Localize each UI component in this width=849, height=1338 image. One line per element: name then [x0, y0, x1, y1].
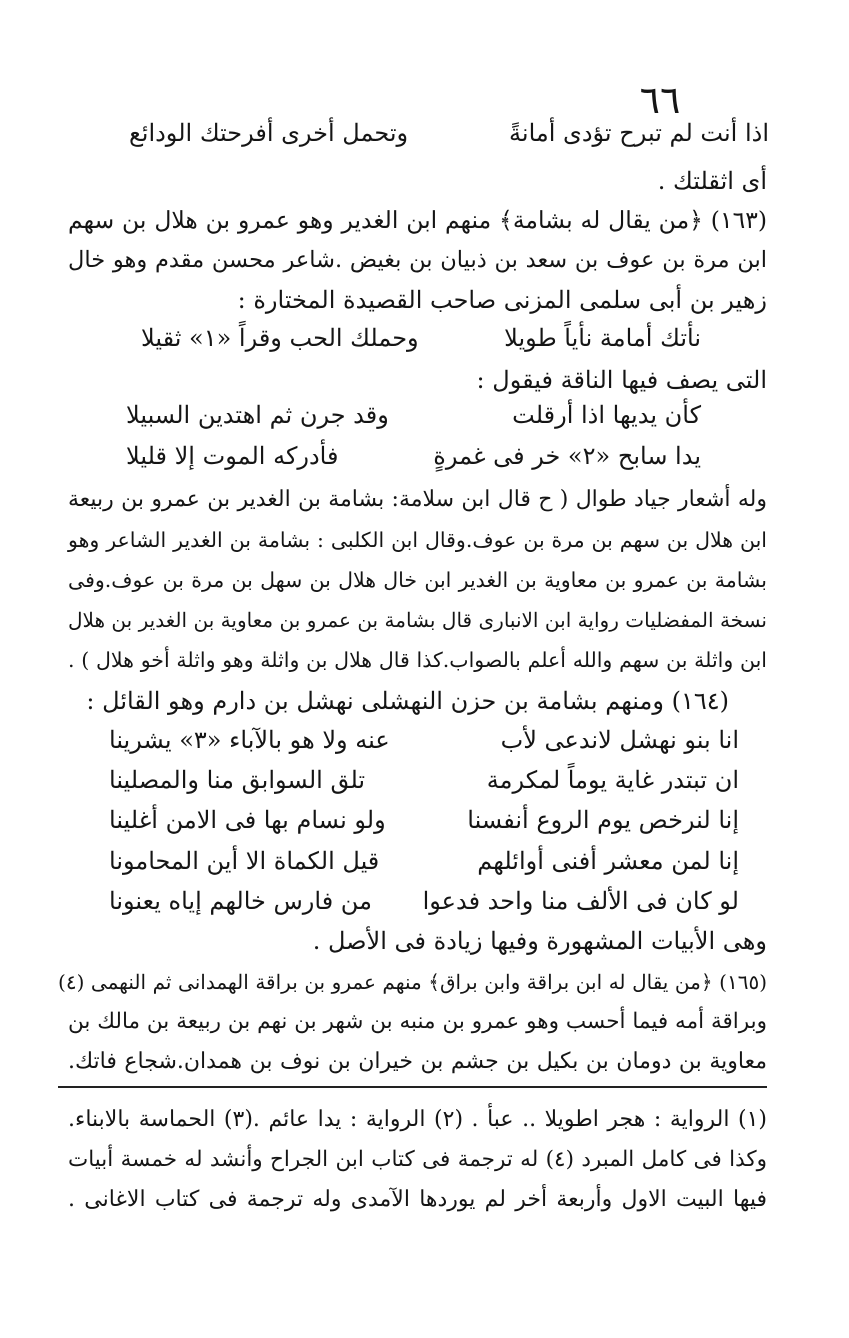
verse-hemistich-second: وتحمل أخرى أفرحتك الودائع [129, 119, 409, 147]
verse-hemistich-first: اذا أنت لم تبرح تؤدى أمانةً [509, 119, 769, 147]
text-line: ابن واثلة بن سهم والله أعلم بالصواب.كذا قال هلال بن واثلة وهو واثلة أخو هلال ) . [68, 648, 767, 672]
text-line: ابن هلال بن سهم بن مرة بن عوف.وقال ابن الكلبى : بشامة بن الغدير الشاعر وهو [68, 528, 767, 552]
footnote-line: وكذا فى كامل المبرد (٤) له ترجمة فى كتاب ابن الجراح وأنشد له خمسة أبيات [68, 1147, 768, 1172]
verse-hemistich-second: فأدركه الموت إلا قليلا [126, 442, 339, 470]
entry-heading-163: (١٦٣) ﴿من يقال له بشامة﴾ منهم ابن الغدير وهو عمرو بن هلال بن سهم [68, 206, 767, 234]
verse-hemistich-first: انا بنو نهشل لاندعى لأب [500, 726, 739, 754]
footnote-line: (١) الرواية : هجر اطويلا .. عبأ . (٢) الرواية : يدا عائم .(٣) الحماسة بالابناء. [68, 1107, 767, 1132]
verse-hemistich-first: كأن يديها اذا أرقلت [512, 401, 701, 429]
verse-hemistich-first: إنا لنرخص يوم الروع أنفسنا [467, 806, 739, 834]
verse-line [109, 881, 739, 921]
text-line: زهير بن أبى سلمى المزنى صاحب القصيدة المختارة : [237, 286, 767, 314]
entry-heading-165: (١٦٥) ﴿من يقال له ابن براقة وابن براق﴾ منهم عمرو بن براقة الهمدانى ثم النهمى (٤) [58, 970, 767, 994]
verse-hemistich-second: وقد جرن ثم اهتدين السبيلا [126, 401, 389, 429]
verse-line [126, 395, 701, 435]
text-line: نسخة المفضليات رواية ابن الانبارى قال بشامة بن عمرو بن معاوية بن الغدير بن هلال [68, 608, 767, 632]
verse-hemistich-first: نأتك أمامة نأياً طويلا [504, 324, 701, 352]
verse-hemistich-second: ولو نسام بها فى الامن أغلينا [109, 806, 386, 834]
verse-hemistich-second: تلق السوابق منا والمصلينا [109, 766, 366, 794]
text-line: بشامة بن عمرو بن معاوية بن الغدير ابن خال هلال بن سهل بن مرة بن عوف.وفى [68, 568, 767, 592]
text-line: التى يصف فيها الناقة فيقول : [476, 366, 767, 394]
verse-hemistich-second: وحملك الحب وقراً «١» ثقيلا [141, 324, 419, 352]
text-line: وله أشعار جياد طوال ( ح قال ابن سلامة: بشامة بن الغدير بن عمرو بن ربيعة [68, 487, 767, 512]
verse-line [109, 841, 739, 881]
verse-hemistich-first: لو كان فى الألف منا واحد فدعوا [422, 887, 739, 915]
text-line: معاوية بن دومان بن بكيل بن جشم بن خيران بن نوف بن همدان.شجاع فاتك. [68, 1049, 767, 1074]
verse-hemistich-second: قيل الكماة الا أين المحامونا [109, 847, 380, 875]
verse-line [109, 720, 739, 760]
verse-line [126, 436, 701, 476]
text-line: أى اثقلتك . [657, 167, 767, 195]
verse-line [109, 800, 739, 840]
verse-hemistich-first: إنا لمن معشر أفنى أوائلهم [477, 847, 739, 875]
page-number: ٦٦ [639, 78, 681, 122]
verse-hemistich-second: عنه ولا هو بالآباء «٣» يشرينا [109, 726, 390, 754]
verse-hemistich-first: يدا سابح «٢» خر فى غمرةٍ [433, 442, 701, 470]
text-line: وهى الأبيات المشهورة وفيها زيادة فى الأصل . [312, 927, 767, 955]
verse-hemistich-first: ان تبتدر غاية يوماً لمكرمة [486, 766, 739, 794]
verse-line [109, 760, 739, 800]
text-line: ابن مرة بن عوف بن سعد بن ذبيان بن بغيض .شاعر محسن مقدم وهو خال [68, 247, 767, 273]
verse-line [129, 113, 769, 153]
footnote-divider [58, 1086, 767, 1088]
text-line: وبراقة أمه فيما أحسب وهو عمرو بن منبه بن شهر بن نهم بن ربيعة بن مالك بن [68, 1009, 767, 1034]
verse-hemistich-second: من فارس خالهم إياه يعنونا [109, 887, 372, 915]
entry-heading-164: (١٦٤) ومنهم بشامة بن حزن النهشلى نهشل بن دارم وهو القائل : [86, 687, 729, 715]
verse-line [141, 318, 701, 358]
footnote-line: فيها البيت الاول وأربعة أخر لم يوردها الآمدى وله ترجمة فى كتاب الاغانى . [68, 1187, 767, 1212]
